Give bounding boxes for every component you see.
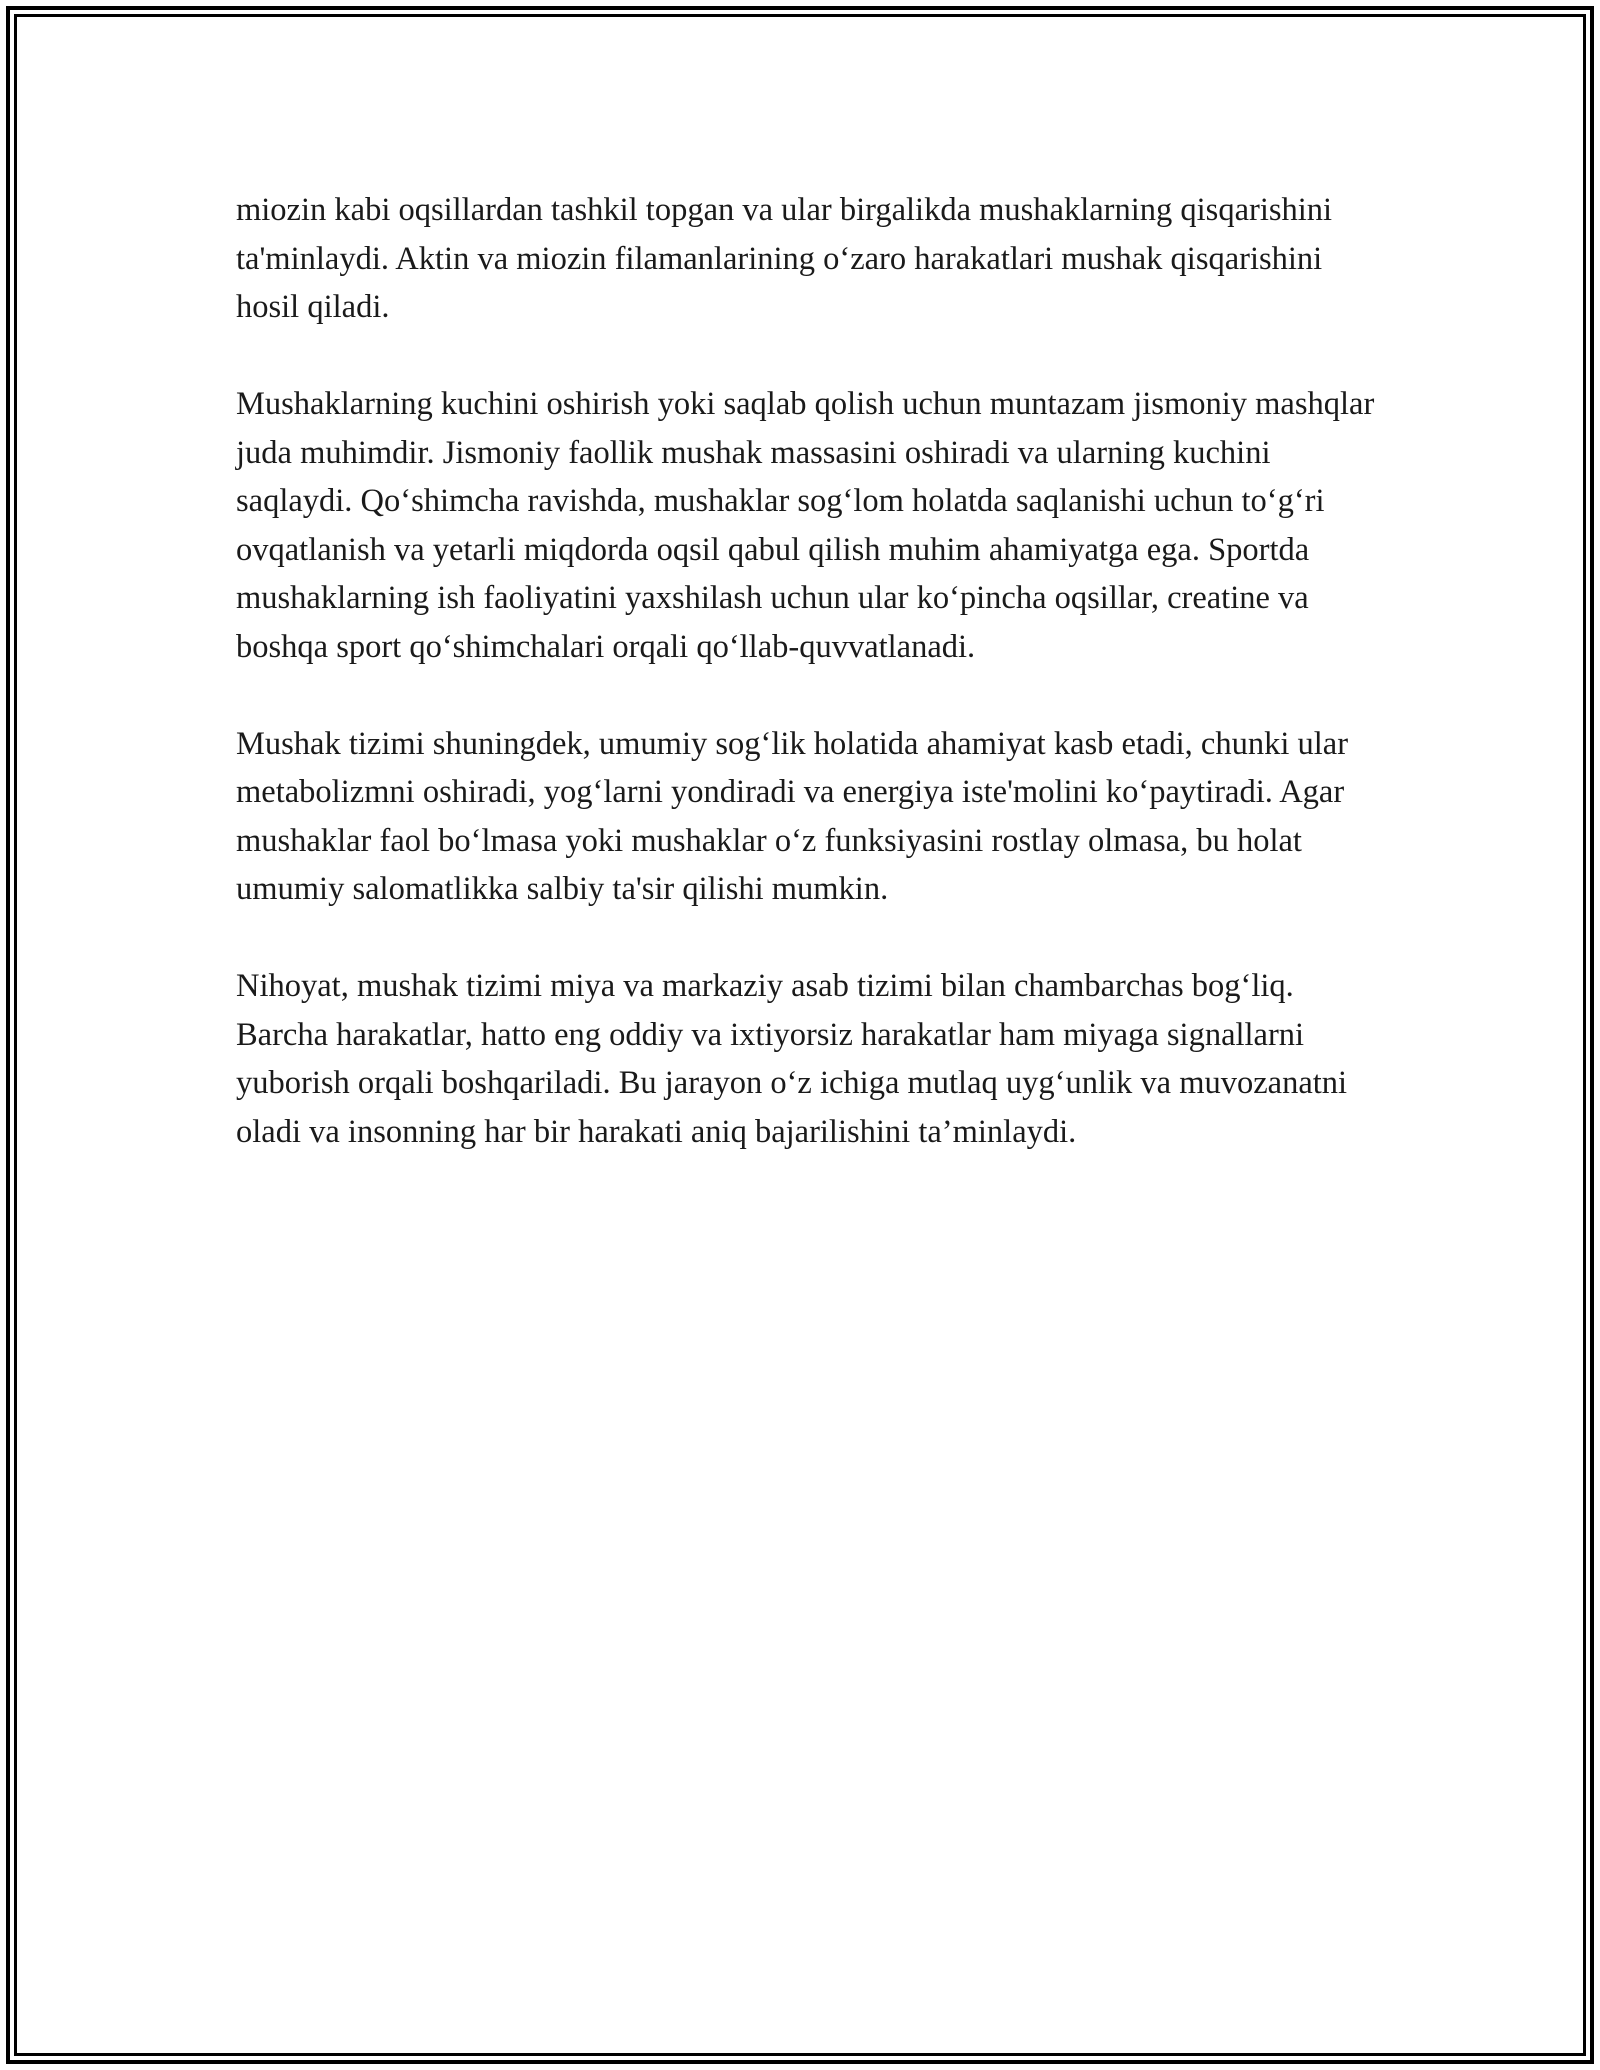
- paragraph: Nihoyat, mushak tizimi miya va markaziy asab tizimi bilan chambarchas bog‘liq. Barcha harakatlar, hatto eng oddiy va ixtiyorsiz harakatlar ham miyaga signallarni yuborish orqali boshqariladi. Bu jarayon o‘z ichiga mutlaq uyg‘unlik va muvozanatni oladi va insonning har bir harakati aniq bajarilishini ta’minlaydi.: [236, 968, 1348, 1150]
- paragraph: Mushak tizimi shuningdek, umumiy sog‘lik holatida ahamiyat kasb etadi, chunki ular metabolizmni oshiradi, yog‘larni yondiradi va energiya iste'molini ko‘paytiradi. Agar mushaklar faol bo‘lmasa yoki mushaklar o‘z funksiyasini rostlay olmasa, bu holat umumiy salomatlikka salbiy ta'sir qilishi mumkin.: [236, 725, 1349, 907]
- paragraph: miozin kabi oqsillardan tashkil topgan va ular birgalikda mushaklarning qisqarishini ta'minlaydi. Aktin va miozin filamanlarining o‘zaro harakatlari mushak qisqarishini hosil qiladi.: [236, 192, 1333, 325]
- paragraph: Mushaklarning kuchini oshirish yoki saqlab qolish uchun muntazam jismoniy mashqlar juda muhimdir. Jismoniy faollik mushak massasini oshiradi va ularning kuchini saqlaydi. Qo‘shimcha ravishda, mushaklar sog‘lom holatda saqlanishi uchun to‘g‘ri ovqatlanish va yetarli miqdorda oqsil qabul qilish muhim ahamiyatga ega. Sportda mushaklarning ish faoliyatini yaxshilash uchun ular ko‘pincha oqsillar, creatine va boshqa sport qo‘shimchalari orqali qo‘llab-quvvatlanadi.: [236, 386, 1375, 665]
- document-body: [236, 186, 1376, 1205]
